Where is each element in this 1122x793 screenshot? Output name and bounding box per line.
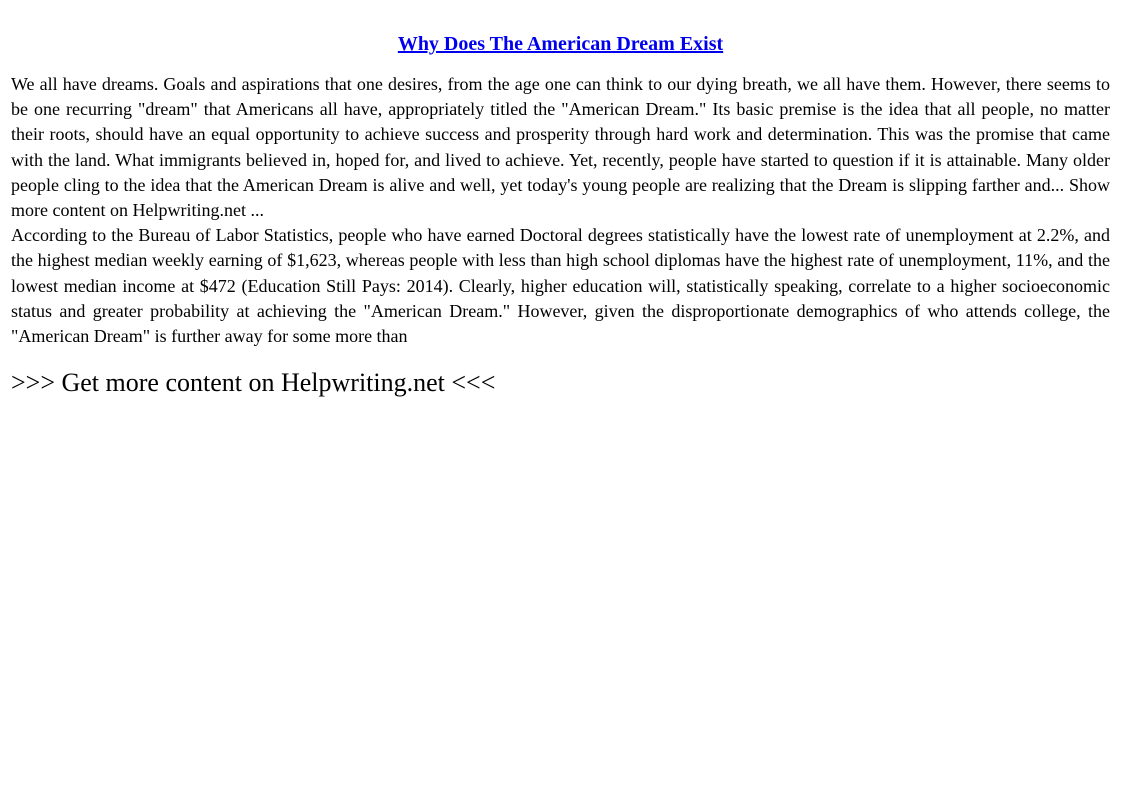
body-paragraph-2: According to the Bureau of Labor Statistics, people who have earned Doctoral degrees statistically have the lowest rate of unemployment at 2.2%, and the highest median weekly earning of $1,623, whereas people with less than high school diplomas have the highest rate of unemployment, 11%, and the lowest median income at $472 (Education Still Pays: 2014). Clearly, higher education will, statistically speaking, correlate to a higher socioeconomic status and greater probability at achieving the "American Dream." However, given the disproportionate demographics of who attends college, the "American Dream" is further away for some more than	[11, 225, 1110, 347]
body-paragraph-1: We all have dreams. Goals and aspirations that one desires, from the age one can think to our dying breath, we all have them. However, there seems to be one recurring "dream" that Americans all have, appropriately titled the "American Dream." Its basic premise is the idea that all people, no matter their roots, should have an equal opportunity to achieve success and prosperity through hard work and determination. This was the promise that came with the land. What immigrants believed in, hoped for, and lived to achieve. Yet, recently, people have started to question if it is attainable. Many older people cling to the idea that the American Dream is alive and well, yet today's young people are realizing that the Dream is slipping farther and... Show more content on Helpwriting.net ...	[11, 74, 1110, 221]
get-more-content-banner: >>> Get more content on Helpwriting.net <<<	[11, 368, 496, 398]
title-container	[11, 30, 1110, 58]
page-title-link[interactable]: Why Does The American Dream Exist	[397, 33, 724, 55]
